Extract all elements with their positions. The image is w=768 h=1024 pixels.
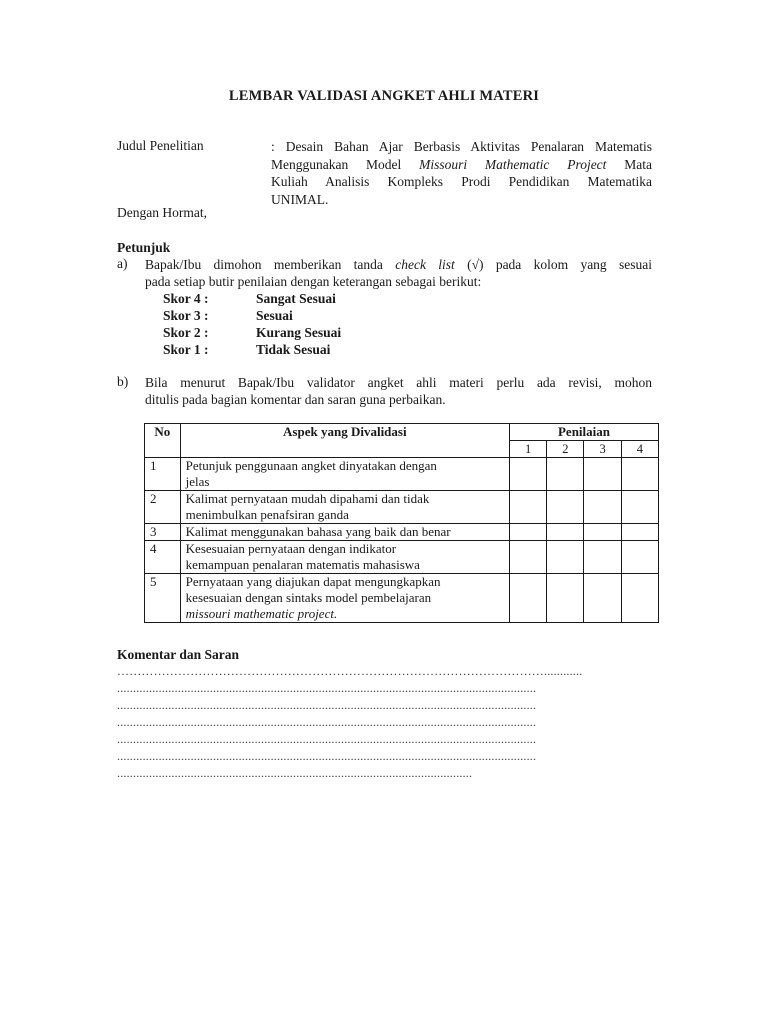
row-aspek — [180, 541, 509, 574]
score-cell[interactable] — [547, 458, 584, 491]
row-aspek-line: kesesuaian dengan sintaks model pembelajaran — [185, 590, 432, 605]
score-cell[interactable] — [584, 458, 621, 491]
item-a-line-1-italic: check list — [395, 257, 455, 272]
row-aspek-line: Kalimat pernyataan mudah dipahami dan tidak — [185, 491, 430, 506]
score-cell[interactable] — [509, 524, 546, 541]
table-header-row — [145, 424, 659, 441]
table-row — [145, 574, 659, 623]
score-label: Skor 3 : — [163, 308, 209, 323]
row-number: 2 — [145, 491, 181, 524]
komentar-lines[interactable] — [117, 663, 652, 782]
judul-line-2 — [271, 156, 652, 174]
row-aspek-line: Petunjuk penggunaan angket dinyatakan dengan — [185, 458, 437, 473]
score-label: Skor 4 : — [163, 291, 209, 306]
komentar-dotted-line[interactable]: ................................................................................................................................... — [117, 732, 537, 746]
row-aspek-line: jelas — [185, 474, 210, 489]
row-aspek-line: kemampuan penalaran matematis mahasiswa — [185, 557, 420, 572]
row-number: 3 — [145, 524, 181, 541]
petunjuk-heading: Petunjuk — [117, 240, 171, 255]
judul-line-3: Kuliah Analisis Kompleks Prodi Pendidikan Matematika — [271, 174, 652, 189]
page-title: LEMBAR VALIDASI ANGKET AHLI MATERI — [228, 88, 540, 104]
score-cell[interactable] — [584, 574, 621, 623]
item-b-line-2: ditulis pada bagian komentar dan saran guna perbaikan. — [145, 392, 446, 407]
item-b-line-1: Bila menurut Bapak/Ibu validator angket ahli materi perlu ada revisi, mohon — [145, 375, 652, 390]
header-score-4: 4 — [621, 441, 658, 458]
score-cell[interactable] — [509, 574, 546, 623]
table-row — [145, 524, 659, 541]
table-row — [145, 458, 659, 491]
score-desc: Sangat Sesuai — [256, 291, 336, 306]
row-aspek-line: Kalimat menggunakan bahasa yang baik dan benar — [185, 524, 451, 539]
row-number: 5 — [145, 574, 181, 623]
header-penilaian: Penilaian — [509, 424, 658, 441]
score-cell[interactable] — [547, 491, 584, 524]
row-aspek-line: Kesesuaian pernyataan dengan indikator — [185, 541, 397, 556]
judul-label: Judul Penelitian — [117, 138, 204, 153]
komentar-dotted-line[interactable]: ............................................................................................................... — [117, 766, 473, 780]
row-aspek-line: menimbulkan penafsiran ganda — [185, 507, 349, 522]
row-aspek — [180, 491, 509, 524]
item-a-text — [145, 256, 652, 290]
row-number: 1 — [145, 458, 181, 491]
score-cell[interactable] — [509, 491, 546, 524]
score-desc: Sesuai — [256, 308, 293, 323]
komentar-dotted-line[interactable]: ................................................................................................................................... — [117, 698, 537, 712]
judul-line-2-italic: Missouri Mathematic Project — [419, 156, 607, 172]
header-score-2: 2 — [547, 441, 584, 458]
row-number: 4 — [145, 541, 181, 574]
header-score-3: 3 — [584, 441, 621, 458]
komentar-heading: Komentar dan Saran — [117, 647, 240, 662]
score-cell[interactable] — [584, 541, 621, 574]
judul-line-1: : Desain Bahan Ajar Berbasis Aktivitas Penalaran Matematis — [271, 139, 652, 154]
row-aspek — [180, 524, 509, 541]
score-cell[interactable] — [621, 458, 658, 491]
judul-line-2-pre: Menggunakan Model — [271, 156, 420, 172]
score-cell[interactable] — [547, 524, 584, 541]
judul-line-2-post: Mata — [606, 156, 652, 172]
score-cell[interactable] — [509, 458, 546, 491]
item-b-text — [145, 374, 652, 408]
table-row — [145, 491, 659, 524]
score-label: Skor 2 : — [163, 325, 209, 340]
score-cell[interactable] — [621, 524, 658, 541]
score-cell[interactable] — [547, 574, 584, 623]
greeting: Dengan Hormat, — [117, 205, 207, 220]
score-cell[interactable] — [584, 524, 621, 541]
row-aspek — [180, 458, 509, 491]
item-b-marker: b) — [117, 374, 129, 389]
komentar-dotted-line[interactable]: ................................................................................................................................... — [117, 715, 537, 729]
judul-value — [271, 138, 652, 208]
score-cell[interactable] — [547, 541, 584, 574]
score-cell[interactable] — [621, 574, 658, 623]
item-a-line-2: pada setiap butir penilaian dengan keterangan sebagai berikut: — [145, 274, 482, 289]
judul-line-4: UNIMAL. — [271, 191, 329, 207]
item-a-marker: a) — [117, 256, 128, 271]
score-desc: Tidak Sesuai — [256, 342, 331, 357]
komentar-dotted-line[interactable]: ................................................................................................................................... — [117, 749, 537, 763]
komentar-dotted-line[interactable]: ……………………………………………………………………………………………............ — [117, 664, 583, 678]
header-aspek: Aspek yang Divalidasi — [180, 424, 509, 458]
item-a-line-1-post: (√) pada kolom yang sesuai — [454, 257, 652, 272]
score-cell[interactable] — [584, 491, 621, 524]
header-score-1: 1 — [509, 441, 546, 458]
score-cell[interactable] — [621, 541, 658, 574]
table-row — [145, 541, 659, 574]
score-label: Skor 1 : — [163, 342, 209, 357]
row-aspek-italic-line: missouri mathematic project. — [185, 606, 338, 621]
row-aspek-line: Pernyataan yang diajukan dapat mengungkapkan — [185, 574, 441, 589]
validation-table — [144, 423, 659, 623]
score-cell[interactable] — [621, 491, 658, 524]
header-no: No — [145, 424, 181, 458]
score-desc: Kurang Sesuai — [256, 325, 342, 340]
komentar-dotted-line[interactable]: ................................................................................................................................... — [117, 681, 537, 695]
item-a-line-1 — [145, 256, 652, 273]
score-cell[interactable] — [509, 541, 546, 574]
item-a-line-1-pre: Bapak/Ibu dimohon memberikan tanda — [145, 257, 396, 272]
row-aspek — [180, 574, 509, 623]
